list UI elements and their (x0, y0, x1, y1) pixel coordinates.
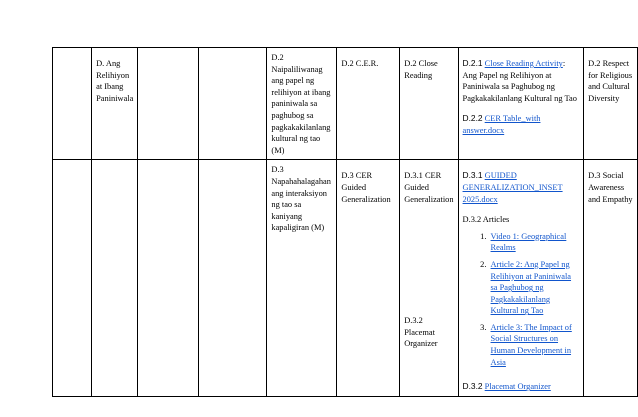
topic-text: D. Ang Relihiyon at Ibang Paniniwala (96, 59, 134, 103)
resource-item (459, 48, 584, 140)
table-row (53, 48, 638, 160)
article-papel-ng-relihiyon-link[interactable]: Article 2: Ang Papel ng Relihiyon at Paniniwala sa Paghubog ng Pagkakakilanlang Kultural ng Tao (490, 259, 572, 316)
resource-description: : Ang Papel ng Relihiyon at Paniniwala sa Paghubog ng Pagkakakilanlang Kultural ng Tao (462, 59, 577, 103)
assessment-text: D.3 CER Guided Generalization (341, 171, 391, 204)
resource-number: D.2.1 (462, 58, 483, 68)
resources-cell (458, 48, 584, 160)
resources-cell (458, 160, 584, 397)
table-row (53, 160, 638, 397)
empty-cell (92, 160, 138, 397)
activity-cell (400, 160, 458, 397)
empty-cell (138, 160, 199, 397)
competency-text: D.2 Naipaliliwanag ang papel ng relihiyon at ibang paniniwala sa paghubog sa pagkakakilanlang kultural ng tao (M) (271, 53, 331, 155)
assessment-cell (337, 160, 400, 397)
activity-text: D.3.2 Placemat Organizer (404, 316, 438, 349)
empty-cell (53, 48, 92, 160)
list-item (489, 231, 580, 254)
resource-item (463, 381, 580, 393)
resource-number: D.3.1 (462, 170, 483, 181)
close-reading-activity-link[interactable]: Close Reading Activity (484, 59, 563, 68)
topic-cell (92, 48, 138, 160)
activity-cell (400, 48, 458, 160)
empty-cell (53, 160, 92, 397)
article-social-structures-link[interactable]: Article 3: The Impact of Social Structures on Human Development in Asia (490, 322, 572, 367)
video-geographical-realms-link[interactable]: Video 1: Geographical Realms (490, 231, 567, 253)
values-cell (584, 160, 638, 397)
empty-cell (198, 48, 266, 160)
resource-number: D.3.2 (462, 381, 483, 392)
activity-text: D.2 Close Reading (404, 59, 438, 80)
competency-cell (267, 48, 337, 160)
list-item (489, 259, 580, 317)
empty-cell (198, 160, 266, 397)
resource-item (463, 170, 580, 205)
articles-heading: D.3.2 Articles (462, 215, 510, 225)
activity-text: D.3.1 CER Guided Generalization (404, 171, 454, 204)
curriculum-table (52, 47, 638, 397)
list-item (489, 322, 580, 368)
empty-cell (138, 48, 199, 160)
competency-cell (267, 160, 337, 397)
values-text: D.2 Respect for Religious and Cultural Diversity (588, 59, 633, 103)
assessment-cell (337, 48, 400, 160)
values-cell (584, 48, 638, 160)
resource-number: D.2.2 (462, 113, 483, 124)
values-text: D.3 Social Awareness and Empathy (588, 171, 633, 204)
assessment-text: D.2 C.E.R. (341, 59, 379, 68)
competency-text: D.3 Napahahalagahan ang interaksiyon ng tao sa kaniyang kapaligiran (M) (271, 165, 331, 233)
placemat-organizer-link[interactable]: Placemat Organizer (484, 382, 551, 392)
articles-list (463, 231, 580, 369)
guided-generalization-link[interactable]: GUIDED GENERALIZATION_INSET 2025.docx (462, 171, 563, 204)
cer-table-link[interactable]: CER Table_with answer.docx (462, 114, 541, 135)
